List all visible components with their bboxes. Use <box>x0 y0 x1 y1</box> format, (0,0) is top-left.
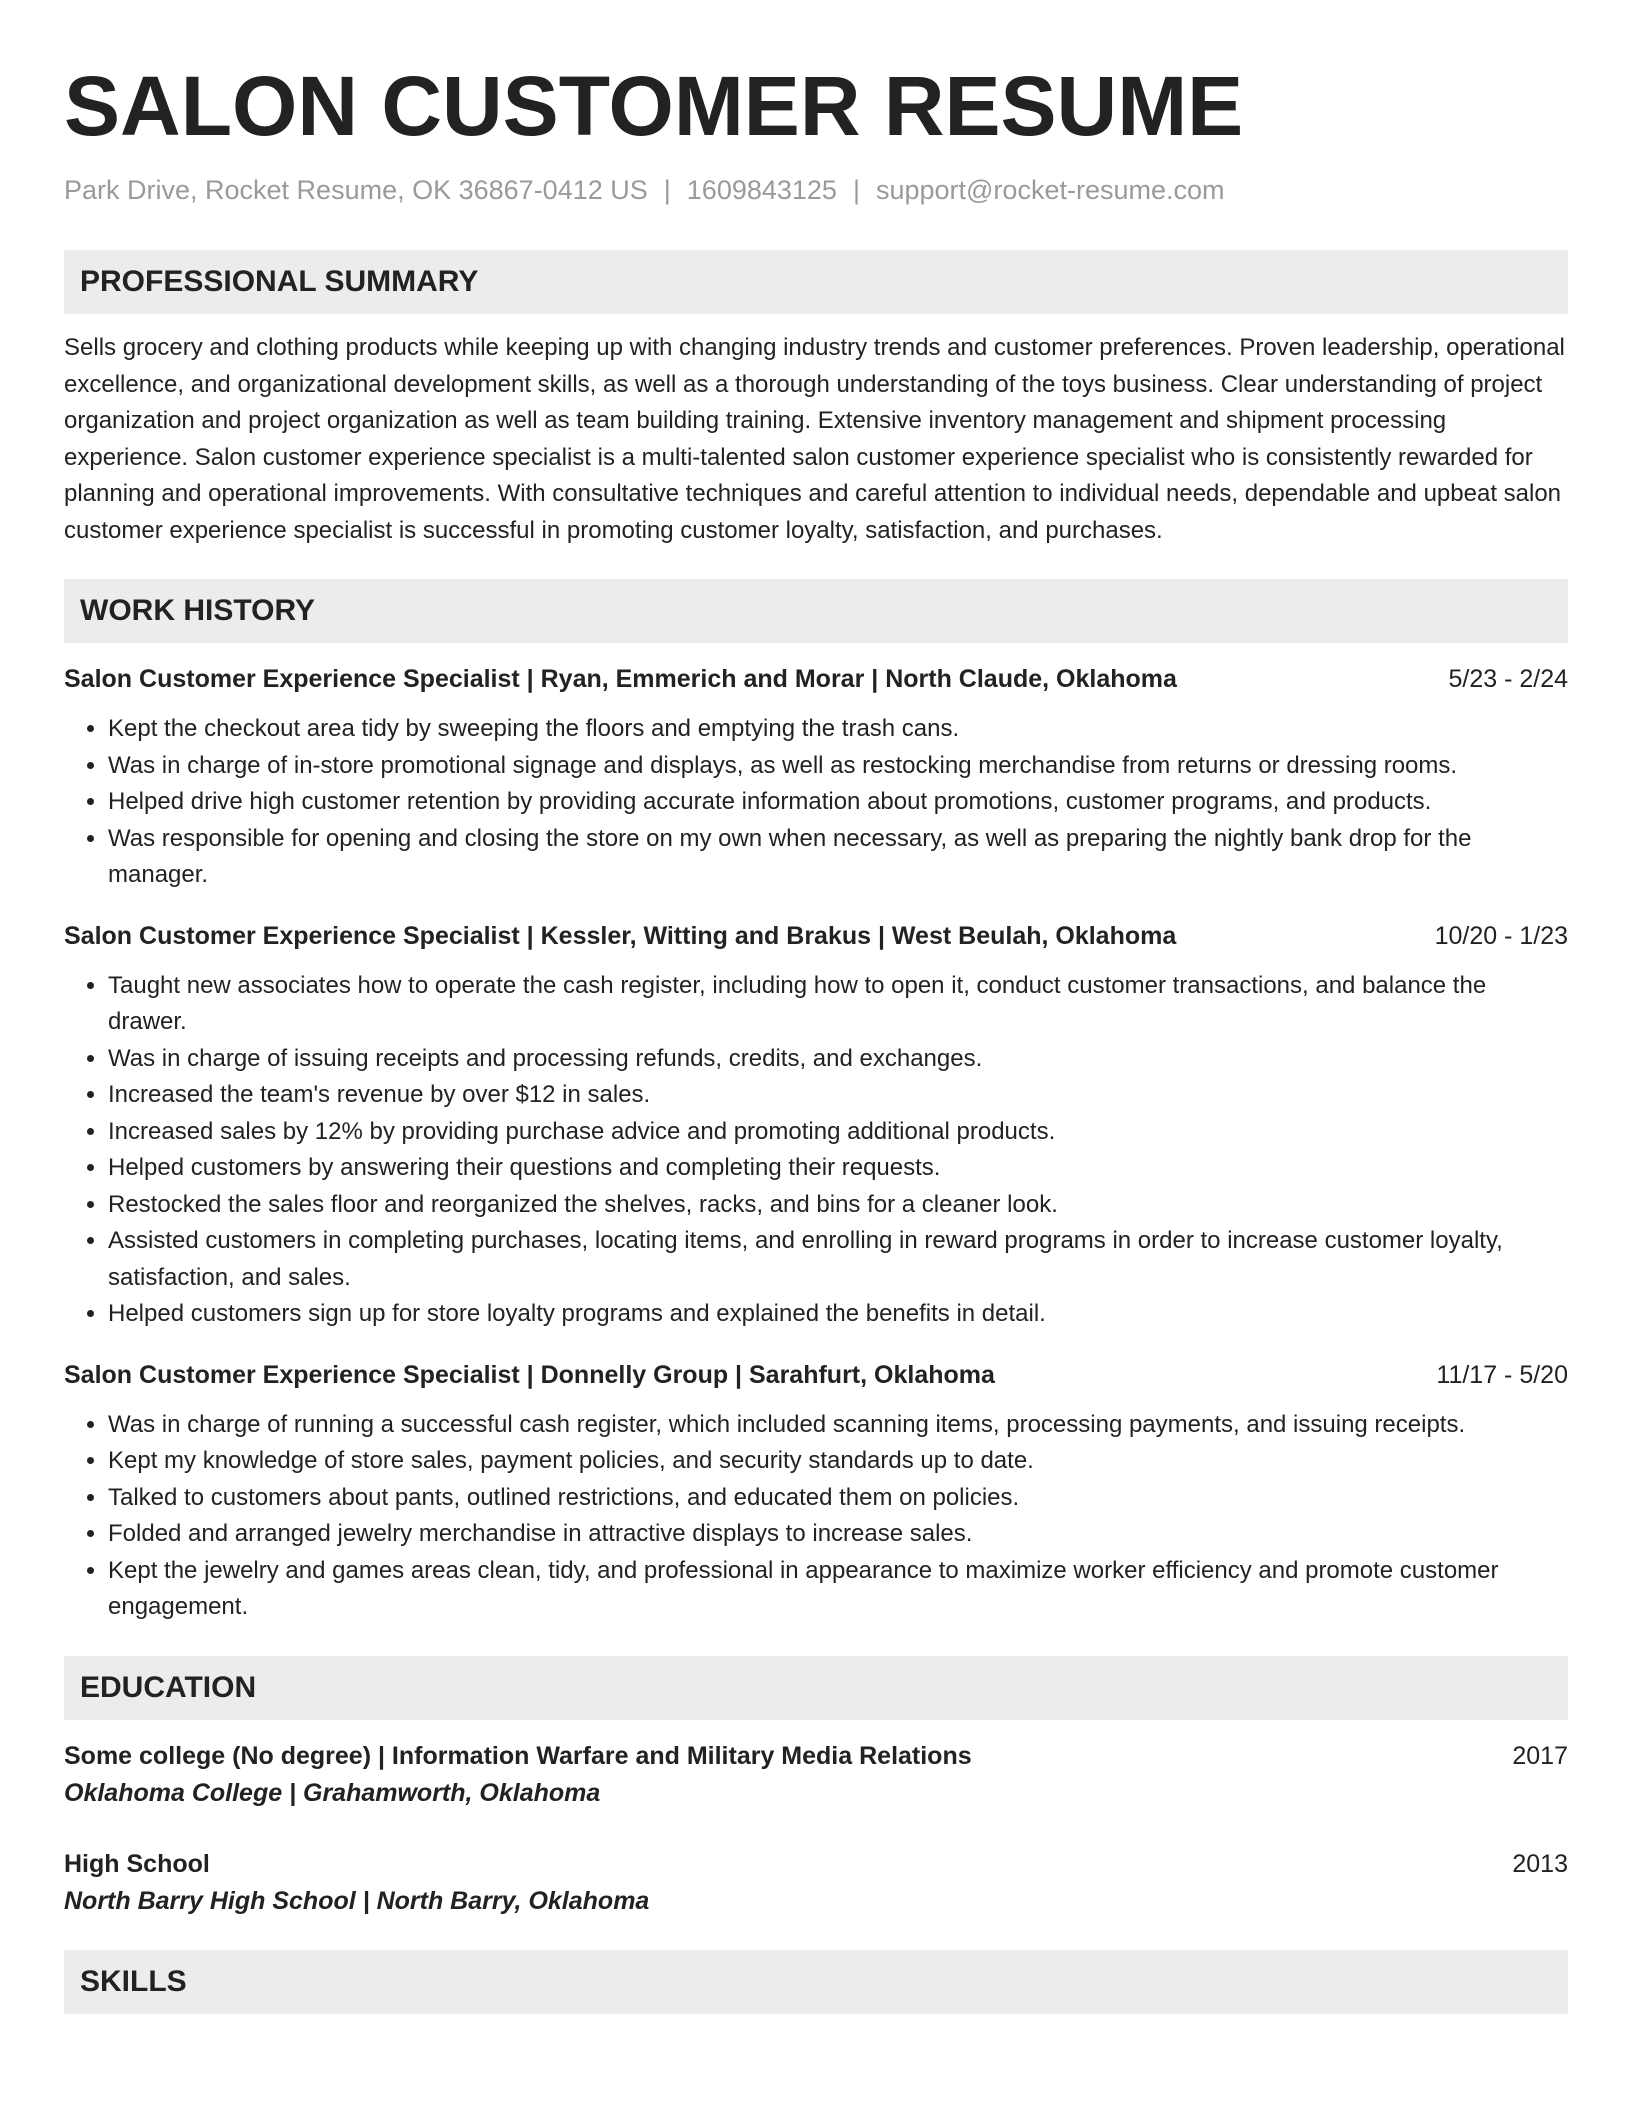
job-dates: 10/20 - 1/23 <box>1434 921 1568 950</box>
job-entry <box>64 1357 1568 1626</box>
job-bullet: • Helped customers sign up for store loyalty programs and explained the benefits in detail. <box>108 1296 1568 1333</box>
summary-text: Sells grocery and clothing products while keeping up with changing industry trends and customer preferences. Proven leadership, operational excellence, and organizational development skills, as well as a thorough understanding of the toys business. Clear understanding of project organization and project organization as well as team building training. Extensive inventory management and shipment processing experience. Salon customer experience specialist is a multi-talented salon customer experience specialist who is consistently rewarded for planning and operational improvements. With consultative techniques and careful attention to individual needs, dependable and upbeat salon customer experience specialist is successful in promoting customer loyalty, satisfaction, and purchases. <box>64 334 1565 544</box>
job-bullets <box>64 1407 1568 1626</box>
job-title: Salon Customer Experience Specialist | Ryan, Emmerich and Morar | North Claude, Oklahoma <box>64 665 1177 693</box>
skills-section <box>64 1950 1568 2014</box>
section-heading-work-history: WORK HISTORY <box>64 579 1568 643</box>
contact-separator: | <box>852 175 860 205</box>
job-bullet: • Restocked the sales floor and reorganized the shelves, racks, and bins for a cleaner look. <box>108 1187 1568 1224</box>
work-history-section <box>64 579 1568 1626</box>
job-bullet: • Taught new associates how to operate the cash register, including how to open it, conduct customer transactions, and balance the drawer. <box>108 968 1568 1041</box>
contact-address: Park Drive, Rocket Resume, OK 36867-0412 US <box>64 175 648 205</box>
section-heading-skills: SKILLS <box>64 1950 1568 2014</box>
job-title: Salon Customer Experience Specialist | Kessler, Witting and Brakus | West Beulah, Oklahoma <box>64 921 1177 950</box>
job-bullet: • Folded and arranged jewelry merchandise in attractive displays to increase sales. <box>108 1516 1568 1553</box>
contact-email: support@rocket-resume.com <box>875 175 1225 205</box>
job-bullet: • Kept the checkout area tidy by sweeping the floors and emptying the trash cans. <box>108 711 1568 748</box>
job-bullets <box>64 968 1568 1333</box>
job-bullet: • Kept my knowledge of store sales, payment policies, and security standards up to date. <box>108 1443 1568 1480</box>
contact-line <box>64 170 1568 210</box>
education-entry <box>64 1846 1568 1920</box>
job-header <box>64 918 1568 954</box>
education-degree: High School <box>64 1849 210 1878</box>
resume-title: SALON CUSTOMER RESUME <box>64 59 1244 153</box>
job-bullet: • Helped drive high customer retention by providing accurate information about promotions, customer programs, and products. <box>108 784 1568 821</box>
job-entry <box>64 661 1568 894</box>
education-year: 2013 <box>1512 1849 1568 1878</box>
education-school: North Barry High School | North Barry, Oklahoma <box>64 1886 650 1915</box>
education-school: Oklahoma College | Grahamworth, Oklahoma <box>64 1778 601 1807</box>
job-header <box>64 1357 1568 1393</box>
education-section <box>64 1656 1568 1920</box>
job-bullet: • Increased the team's revenue by over $12 in sales. <box>108 1077 1568 1114</box>
education-year: 2017 <box>1512 1741 1568 1770</box>
job-header <box>64 661 1568 697</box>
contact-phone: 1609843125 <box>686 175 837 205</box>
education-header <box>64 1738 1568 1774</box>
contact-separator: | <box>663 175 671 205</box>
education-entry <box>64 1738 1568 1812</box>
job-dates: 5/23 - 2/24 <box>1448 665 1568 693</box>
job-bullet: • Helped customers by answering their questions and completing their requests. <box>108 1150 1568 1187</box>
education-header <box>64 1846 1568 1882</box>
summary-section <box>64 250 1568 549</box>
job-bullet: • Was in charge of running a successful cash register, which included scanning items, processing payments, and issuing receipts. <box>108 1407 1568 1444</box>
job-bullet: • Assisted customers in completing purchases, locating items, and enrolling in reward programs in order to increase customer loyalty, satisfaction, and sales. <box>108 1223 1568 1296</box>
job-bullets <box>64 711 1568 894</box>
job-bullet: • Was in charge of issuing receipts and processing refunds, credits, and exchanges. <box>108 1041 1568 1078</box>
job-bullet: • Increased sales by 12% by providing purchase advice and promoting additional products. <box>108 1114 1568 1151</box>
job-entry <box>64 918 1568 1333</box>
job-dates: 11/17 - 5/20 <box>1436 1360 1568 1389</box>
education-degree: Some college (No degree) | Information Warfare and Military Media Relations <box>64 1741 972 1770</box>
job-title: Salon Customer Experience Specialist | Donnelly Group | Sarahfurt, Oklahoma <box>64 1360 995 1389</box>
job-bullet: • Was responsible for opening and closing the store on my own when necessary, as well as preparing the nightly bank drop for the manager. <box>108 821 1568 894</box>
job-bullet: • Talked to customers about pants, outlined restrictions, and educated them on policies. <box>108 1480 1568 1517</box>
section-heading-education: EDUCATION <box>64 1656 1568 1720</box>
job-bullet: • Was in charge of in-store promotional signage and displays, as well as restocking merchandise from returns or dressing rooms. <box>108 748 1568 785</box>
section-heading-summary: PROFESSIONAL SUMMARY <box>64 250 1568 314</box>
job-bullet: • Kept the jewelry and games areas clean, tidy, and professional in appearance to maximize worker efficiency and promote customer engagement. <box>108 1553 1568 1626</box>
